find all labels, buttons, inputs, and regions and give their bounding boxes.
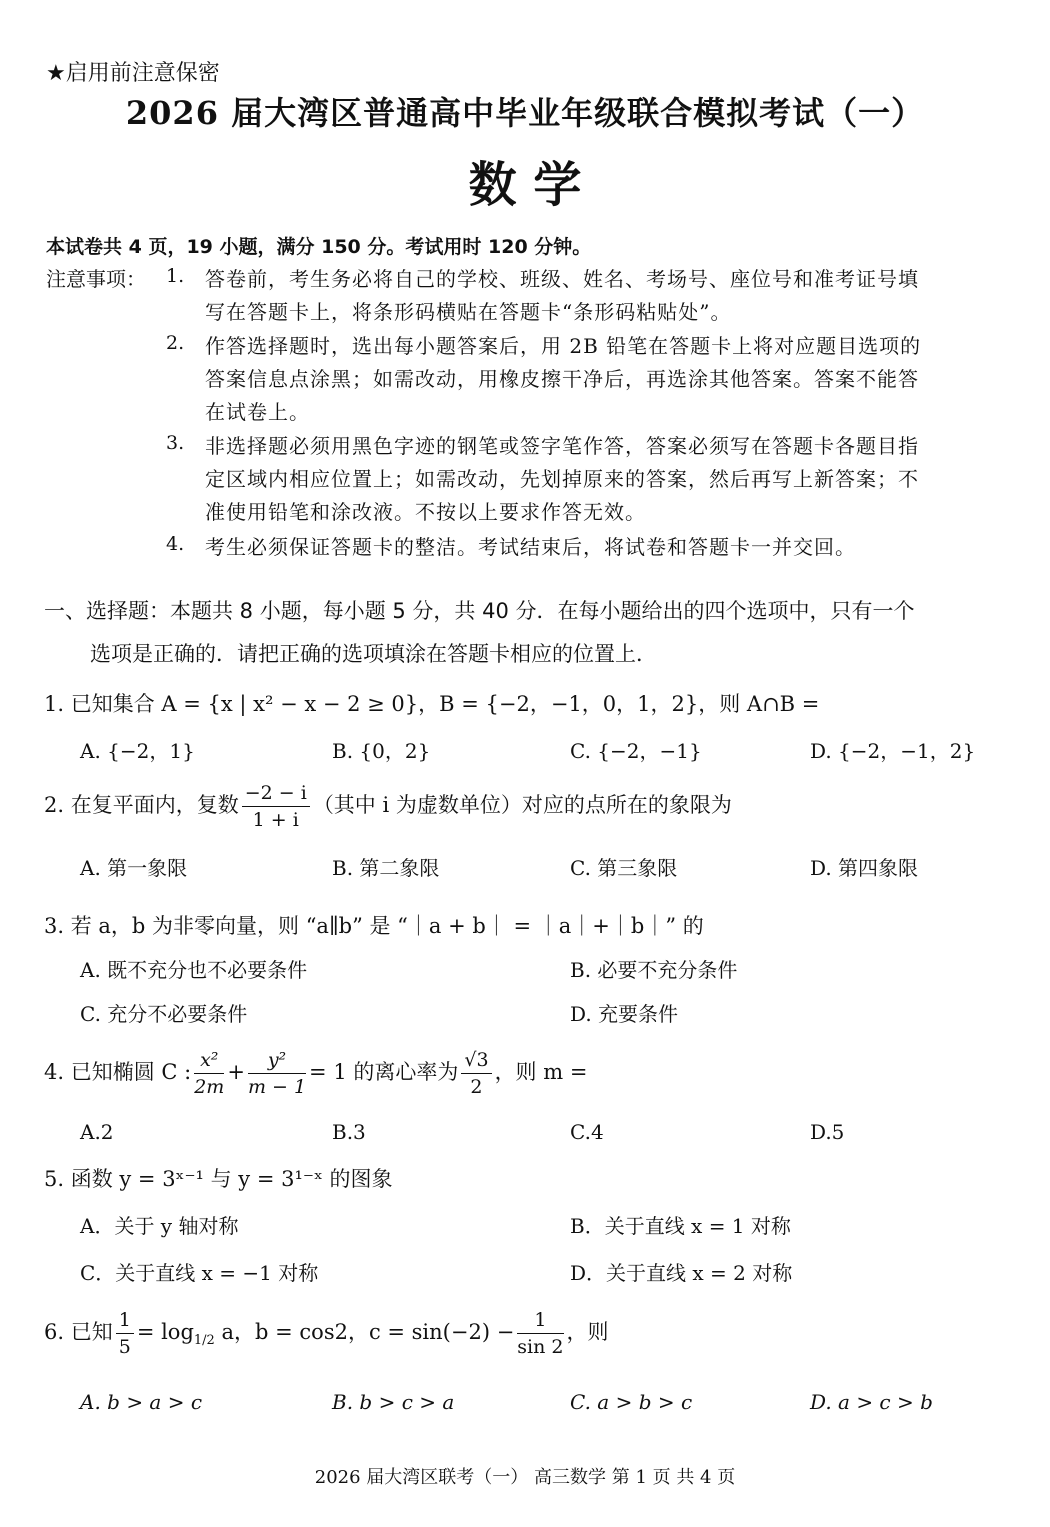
note-line: 非选择题必须用黑色字迹的钢笔或签字笔作答，答案必须写在答题卡各题目指 — [205, 434, 919, 458]
fraction-numerator: 1 — [517, 1308, 563, 1334]
question-3-stem: 3. 若 a，b 为非零向量，则 “a∥b” 是 “｜a + b｜ = ｜a｜+｜b｜” 的 — [44, 914, 704, 938]
fraction-denominator: m − 1 — [247, 1076, 307, 1098]
question-5-option-d: D．关于直线 x = 2 对称 — [570, 1261, 793, 1285]
plus-sign: + — [227, 1060, 245, 1084]
question-3-option-b: B. 必要不充分条件 — [570, 958, 738, 982]
question-6-option-d: D. a > c > b — [810, 1390, 933, 1414]
note-number: 3. — [166, 432, 185, 454]
question-4-middle: = 1 的离心率为 — [309, 1060, 459, 1084]
log-base: 1/2 — [193, 1333, 215, 1349]
note-line: 定区域内相应位置上；如需改动，先划掉原来的答案，然后再写上新答案；不 — [205, 467, 919, 491]
fraction-denominator: 2m — [194, 1076, 225, 1098]
note-line: 考生必须保证答题卡的整洁。考试结束后，将试卷和答题卡一并交回。 — [205, 535, 856, 559]
exam-title: 2026 届大湾区普通高中毕业年级联合模拟考试（一） — [125, 94, 925, 132]
note-line: 准使用铅笔和涂改液。不按以上要求作答无效。 — [205, 500, 646, 524]
question-5-option-a: A．关于 y 轴对称 — [80, 1214, 239, 1238]
question-2-stem — [44, 780, 732, 832]
question-3-option-d: D. 充要条件 — [570, 1002, 679, 1026]
question-4-option-d: D.5 — [810, 1120, 845, 1144]
question-6-option-a: A. b > a > c — [80, 1390, 203, 1414]
question-2-option-d: D. 第四象限 — [810, 856, 919, 880]
page-footer: 2026 届大湾区联考（一） 高三数学 第 1 页 共 4 页 — [314, 1467, 736, 1488]
note-line: 在试卷上。 — [205, 400, 310, 424]
fraction-numerator: 1 — [116, 1308, 134, 1334]
question-4-option-a: A.2 — [80, 1120, 114, 1144]
question-4-option-c: C.4 — [570, 1120, 604, 1144]
question-5-option-b: B．关于直线 x = 1 对称 — [570, 1214, 791, 1238]
fraction-numerator: x² — [194, 1048, 224, 1074]
note-number: 1. — [166, 265, 185, 287]
notes-label: 注意事项： — [46, 267, 146, 291]
question-6-option-c: C. a > b > c — [570, 1390, 693, 1414]
exam-meta: 本试卷共 4 页，19 小题，满分 150 分。考试用时 120 分钟。 — [46, 236, 592, 258]
question-1-option-b: B. {0，2} — [332, 739, 431, 763]
question-3-option-c: C. 充分不必要条件 — [80, 1002, 248, 1026]
fraction — [242, 781, 310, 832]
question-6-prefix: 6. 已知 — [44, 1320, 113, 1344]
question-4-suffix: ，则 m = — [494, 1060, 588, 1084]
fraction — [248, 1048, 306, 1099]
question-2-option-c: C. 第三象限 — [570, 856, 678, 880]
question-1-stem: 1. 已知集合 A = {x | x² − x − 2 ≥ 0}，B = {−2，−1，0，1，2}，则 A∩B = — [44, 692, 820, 716]
question-4-option-b: B.3 — [332, 1120, 366, 1144]
section-heading: 一、选择题：本题共 8 小题，每小题 5 分，共 40 分．在每小题给出的四个选项中，只有一个 — [44, 599, 915, 623]
question-4-prefix: 4. 已知椭圆 C : — [44, 1060, 192, 1084]
fraction-denominator: 2 — [470, 1076, 483, 1098]
question-2-suffix: （其中 i 为虚数单位）对应的点所在的象限为 — [312, 793, 732, 817]
question-6-suffix: ，则 — [566, 1320, 609, 1344]
fraction — [194, 1048, 224, 1099]
note-line: 答案信息点涂黑；如需改动，用橡皮擦干净后，再选涂其他答案。答案不能答 — [205, 367, 919, 391]
note-number: 4. — [166, 533, 185, 555]
question-2-prefix: 2. 在复平面内，复数 — [44, 793, 239, 817]
log-text: = log — [136, 1320, 194, 1344]
note-line: 写在答题卡上，将条形码横贴在答题卡“条形码粘贴处”。 — [205, 300, 732, 324]
question-2-option-b: B. 第二象限 — [332, 856, 440, 880]
fraction-denominator: sin 2 — [517, 1336, 564, 1358]
fraction-numerator: √3 — [461, 1048, 491, 1074]
question-1-option-a: A. {−2，1} — [80, 739, 195, 763]
fraction-numerator: y² — [248, 1048, 306, 1074]
question-2-option-a: A. 第一象限 — [80, 856, 188, 880]
fraction-denominator: 5 — [118, 1336, 131, 1358]
question-5-stem: 5. 函数 y = 3ˣ⁻¹ 与 y = 3¹⁻ˣ 的图象 — [44, 1167, 393, 1191]
question-4-stem — [44, 1046, 587, 1099]
question-1-option-d: D. {−2，−1，2} — [810, 739, 976, 763]
fraction-denominator: 1 + i — [252, 809, 299, 831]
fraction — [517, 1308, 563, 1359]
note-line: 作答选择题时，选出每小题答案后，用 2B 铅笔在答题卡上将对应题目选项的 — [205, 334, 922, 358]
question-6-middle: a，b = cos2，c = sin(−2) − — [221, 1320, 515, 1344]
question-6-stem — [44, 1306, 609, 1367]
confidential-notice: ★启用前注意保密 — [46, 61, 220, 86]
note-line: 答卷前，考生务必将自己的学校、班级、姓名、考场号、座位号和准考证号填 — [205, 267, 919, 291]
fraction-numerator: −2 − i — [242, 781, 310, 807]
subject-title: 数 学 — [468, 157, 582, 213]
question-1-option-c: C. {−2，−1} — [570, 739, 702, 763]
section-instruction: 选项是正确的．请把正确的选项填涂在答题卡相应的位置上． — [90, 642, 657, 666]
note-number: 2. — [166, 332, 185, 354]
question-5-option-c: C．关于直线 x = −1 对称 — [80, 1261, 319, 1285]
fraction — [116, 1308, 134, 1359]
question-6-option-b: B. b > c > a — [332, 1390, 455, 1414]
fraction — [461, 1048, 491, 1099]
question-3-option-a: A. 既不充分也不必要条件 — [80, 958, 308, 982]
